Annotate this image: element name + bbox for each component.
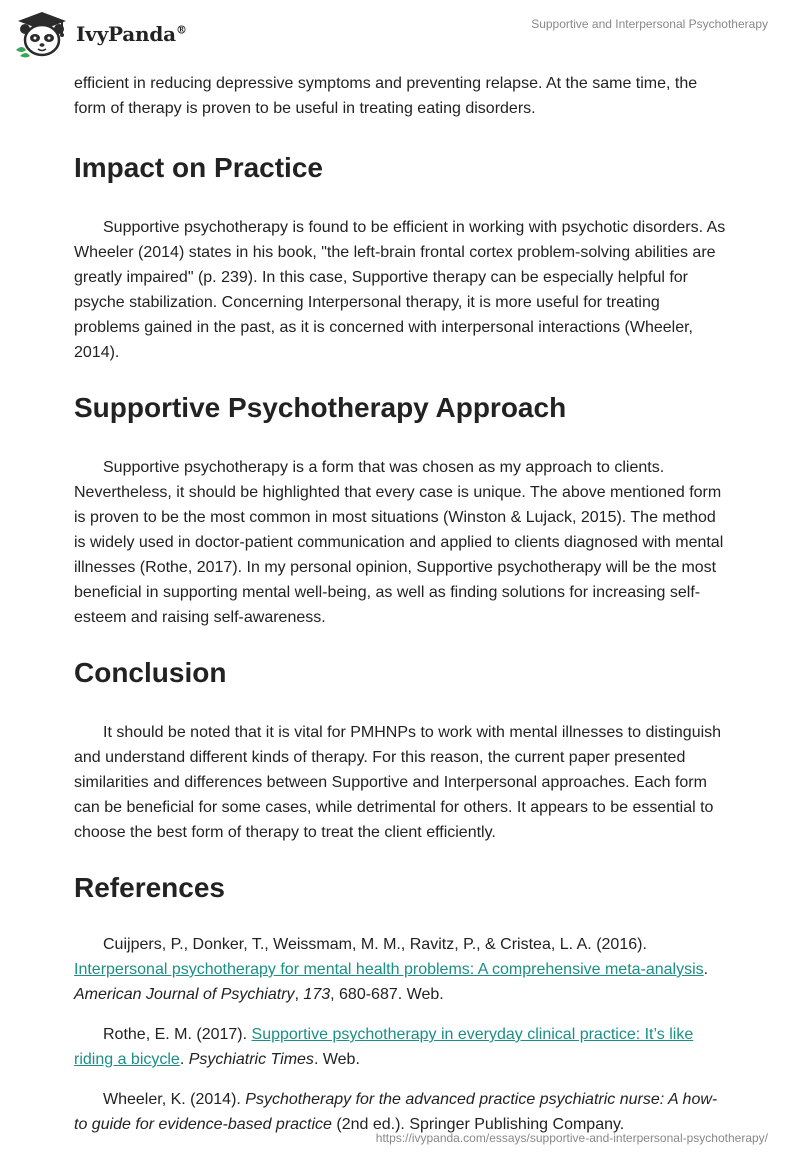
intro-paragraph: efficient in reducing depressive symptoms and preventing relapse. At the same time, the form of therapy is proven to be useful in treating eating disorders.: [74, 75, 698, 117]
page-header: [0, 0, 800, 70]
heading-conclusion: Conclusion: [74, 657, 227, 688]
essay-content: [74, 71, 728, 1137]
reference-item: Rothe, E. M. (2017). Supportive psychotherapy in everyday clinical practice: It’s like riding a bicycle. Psychiatric Times. Web.: [74, 1026, 694, 1068]
brand-name: IvyPanda®: [76, 22, 187, 46]
impact-paragraph: Supportive psychotherapy is found to be efficient in working with psychotic disorders. As Wheeler (2014) states in his book, "the left-brain frontal cortex problem-solving abilities are greatly impaired" (p. 239). In this case, Supportive therapy can be especially helpful for psyche stabilization. Concerning Interpersonal therapy, it is more useful for treating problems gained in the past, as it is concerned with interpersonal interactions (Wheeler, 2014).: [74, 219, 726, 361]
heading-impact: Impact on Practice: [74, 152, 323, 183]
reference-link-cuijpers[interactable]: Interpersonal psychotherapy for mental health problems: A comprehensive meta-analysis: [74, 961, 704, 978]
reference-link-rothe[interactable]: Supportive psychotherapy in everyday clinical practice: It’s like riding a bicycle: [74, 1026, 694, 1068]
approach-paragraph: Supportive psychotherapy is a form that was chosen as my approach to clients. Nevertheless, it should be highlighted that every case is unique. The above mentioned form is proven to be the most common in most situations (Winston & Lujack, 2015). The method is widely used in doctor-patient communication and applied to clients diagnosed with mental illnesses (Rothe, 2017). In my personal opinion, Supportive psychotherapy will be the most beneficial in supporting mental well-being, as well as finding solutions for increasing self-esteem and raising self-awareness.: [74, 459, 724, 626]
ivypanda-logo[interactable]: [14, 10, 187, 58]
heading-approach: Supportive Psychotherapy Approach: [74, 392, 567, 423]
reference-item: Wheeler, K. (2014). Psychotherapy for the advanced practice psychiatric nurse: A how-to guide for evidence-based practice (2nd ed.). Springer Publishing Company.: [74, 1091, 718, 1133]
source-url[interactable]: https://ivypanda.com/essays/supportive-and-interpersonal-psychotherapy/: [375, 1131, 768, 1145]
document-title: Supportive and Interpersonal Psychotherapy: [531, 17, 768, 31]
panda-logo-icon: [14, 10, 70, 58]
reference-item: Cuijpers, P., Donker, T., Weissmam, M. M., Ravitz, P., & Cristea, L. A. (2016). Interpersonal psychotherapy for mental health problems: A comprehensive meta-analysis. American Journal of Psychiatry, 173, 680-687. Web.: [74, 936, 709, 1003]
heading-references: References: [74, 872, 225, 903]
conclusion-paragraph: It should be noted that it is vital for PMHNPs to work with mental illnesses to distinguish and understand different kinds of therapy. For this reason, the current paper presented similarities and differences between Supportive and Interpersonal approaches. Each form can be beneficial for some cases, while detrimental for others. It appears to be essential to choose the best form of therapy to treat the client efficiently.: [74, 724, 722, 841]
